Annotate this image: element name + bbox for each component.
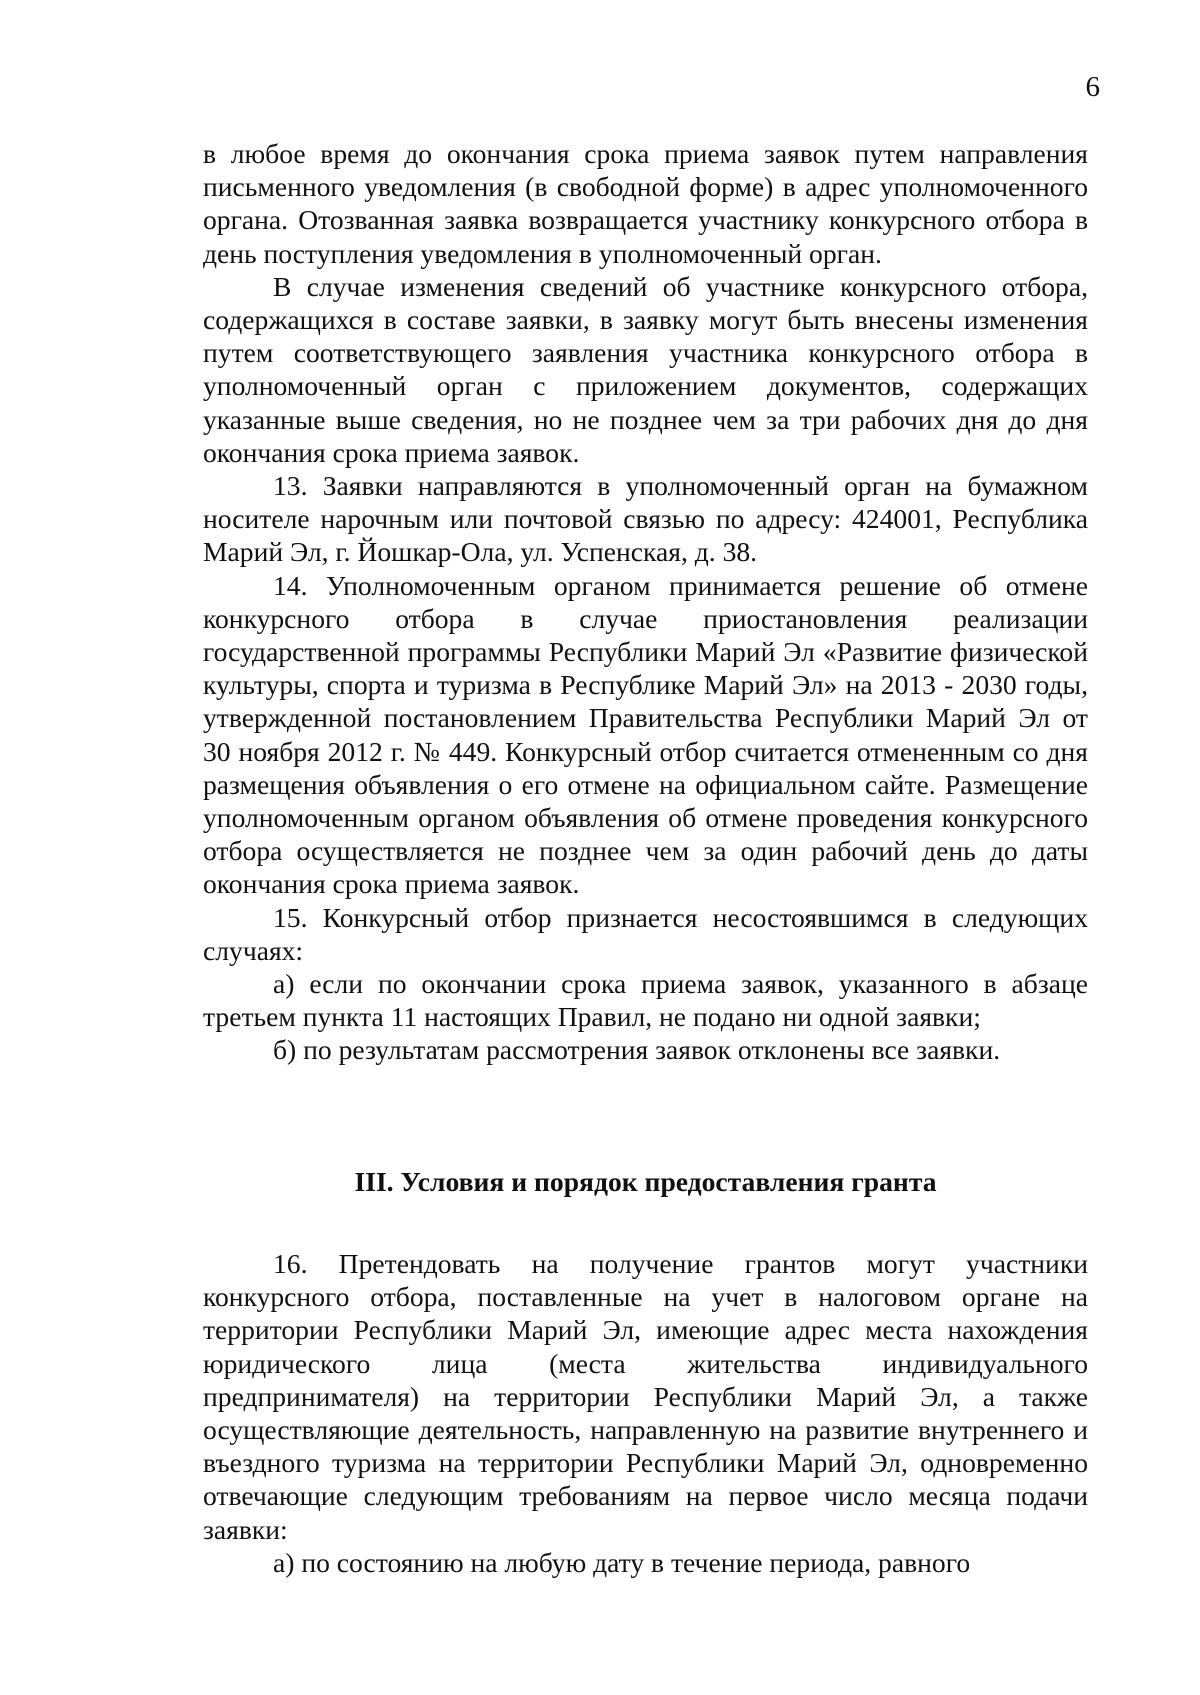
paragraph-item-13: 13. Заявки направляются в уполномоченный орган на бумажном носителе нарочным или почтовой связью по адресу: 424001, Республика Марий Эл, г. Йошкар-Ола, ул. Успенская, д. 38.: [203, 470, 1088, 568]
paragraph-item-15: 15. Конкурсный отбор признается несостоявшимся в следующих случаях:: [203, 901, 1088, 966]
section-heading: III. Условия и порядок предоставления гранта: [354, 1166, 937, 1197]
paragraph-item-15-b: б) по результатам рассмотрения заявок отклонены все заявки.: [273, 1034, 1001, 1066]
page-number: 6: [1085, 71, 1100, 103]
body-text: [203, 137, 1088, 1067]
section-body: [203, 1247, 1088, 1579]
paragraph-changes: В случае изменения сведений об участнике конкурсного отбора, содержащихся в составе заявки, в заявку могут быть внесены изменения путем соответствующего заявления участника конкурсного отбора в уполномоченный орган с приложением документов, содержащих указанные выше сведения, но не позднее чем за три рабочих дня до дня окончания срока приема заявок.: [203, 270, 1088, 468]
paragraph-item-16: 16. Претендовать на получение грантов могут участники конкурсного отбора, поставленные на учет в налоговом органе на территории Республики Марий Эл, имеющие адрес места нахождения юридического лица (места жительства индивидуального предпринимателя) на территории Республики Марий Эл, а также осуществляющие деятельность, направленную на развитие внутреннего и въездного туризма на территории Республики Марий Эл, одновременно отвечающие следующим требованиям на первое число месяца подачи заявки:: [203, 1248, 1088, 1545]
paragraph-item-14: 14. Уполномоченным органом принимается решение об отмене конкурсного отбора в случае приостановления реализации государственной программы Республики Марий Эл «Развитие физической культуры, спорта и туризма в Республике Марий Эл» на 2013 - 2030 годы, утвержденной постановлением Правительства Республики Марий Эл от 30 ноября 2012 г. № 449. Конкурсный отбор считается отмененным со дня размещения объявления о его отмене на официальном сайте. Размещение уполномоченным органом объявления об отмене проведения конкурсного отбора осуществляется не позднее чем за один рабочий день до даты окончания срока приема заявок.: [203, 569, 1088, 900]
paragraph-item-16-a: а) по состоянию на любую дату в течение периода, равного: [273, 1546, 971, 1578]
paragraph-item-15-a: а) если по окончании срока приема заявок, указанного в абзаце третьем пункта 11 настоящих Правил, не подано ни одной заявки;: [203, 968, 1088, 1033]
paragraph-continuation: в любое время до окончания срока приема заявок путем направления письменного уведомления (в свободной форме) в адрес уполномоченного органа. Отозванная заявка возвращается участнику конкурсного отбора в день поступления уведомления в уполномоченный орган.: [203, 138, 1088, 269]
